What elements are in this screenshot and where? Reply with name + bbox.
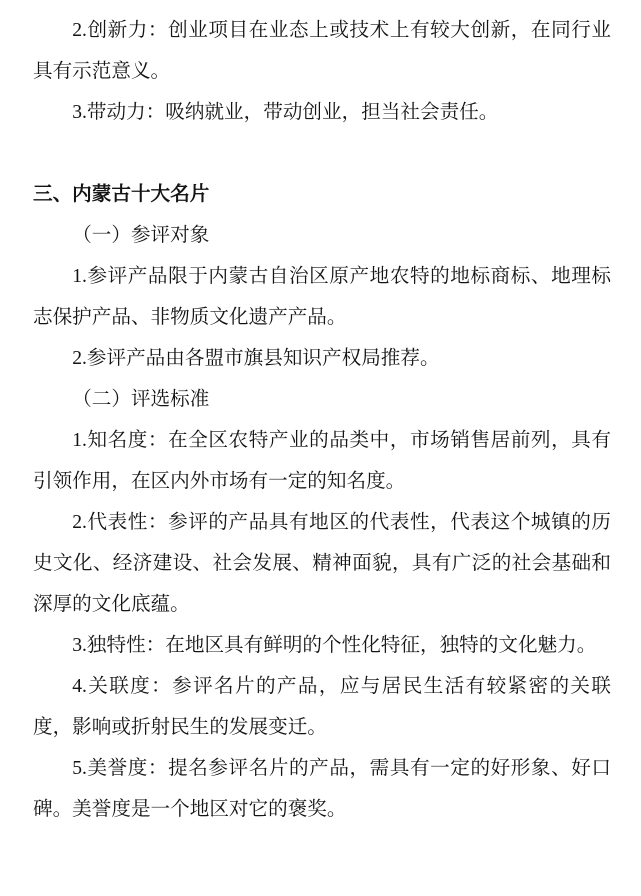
paragraph-uniqueness: 3.独特性：在地区具有鲜明的个性化特征，独特的文化魅力。 — [72, 635, 597, 656]
paragraph-fame: 1.知名度：在全区农特产业的品类中，市场销售居前列，具有引领作用，在区内外市场有一定的知名度。 — [33, 430, 611, 492]
paragraph-innovation: 2.创新力：创业项目在业态上或技术上有较大创新，在同行业具有示范意义。 — [33, 20, 611, 82]
paragraph-reputation: 5.美誉度：提名参评名片的产品，需具有一定的好形象、好口碑。美誉度是一个地区对它的褒奖。 — [33, 758, 611, 820]
sub-heading-candidates: （一）参评对象 — [72, 225, 210, 246]
section-heading: 三、内蒙古十大名片 — [33, 184, 210, 205]
paragraph-driving-force: 3.带动力：吸纳就业，带动创业，担当社会责任。 — [72, 102, 499, 123]
paragraph-relevance: 4.关联度：参评名片的产品，应与居民生活有较紧密的关联度，影响或折射民生的发展变迁。 — [33, 676, 611, 738]
paragraph-representativeness: 2.代表性：参评的产品具有地区的代表性，代表这个城镇的历史文化、经济建设、社会发展、精神面貌，具有广泛的社会基础和深厚的文化底蕴。 — [33, 512, 611, 615]
paragraph-recommendation: 2.参评产品由各盟市旗县知识产权局推荐。 — [72, 348, 440, 369]
sub-heading-criteria: （二）评选标准 — [72, 389, 210, 410]
paragraph-candidate-scope: 1.参评产品限于内蒙古自治区原产地农特的地标商标、地理标志保护产品、非物质文化遗产产品。 — [33, 266, 611, 328]
